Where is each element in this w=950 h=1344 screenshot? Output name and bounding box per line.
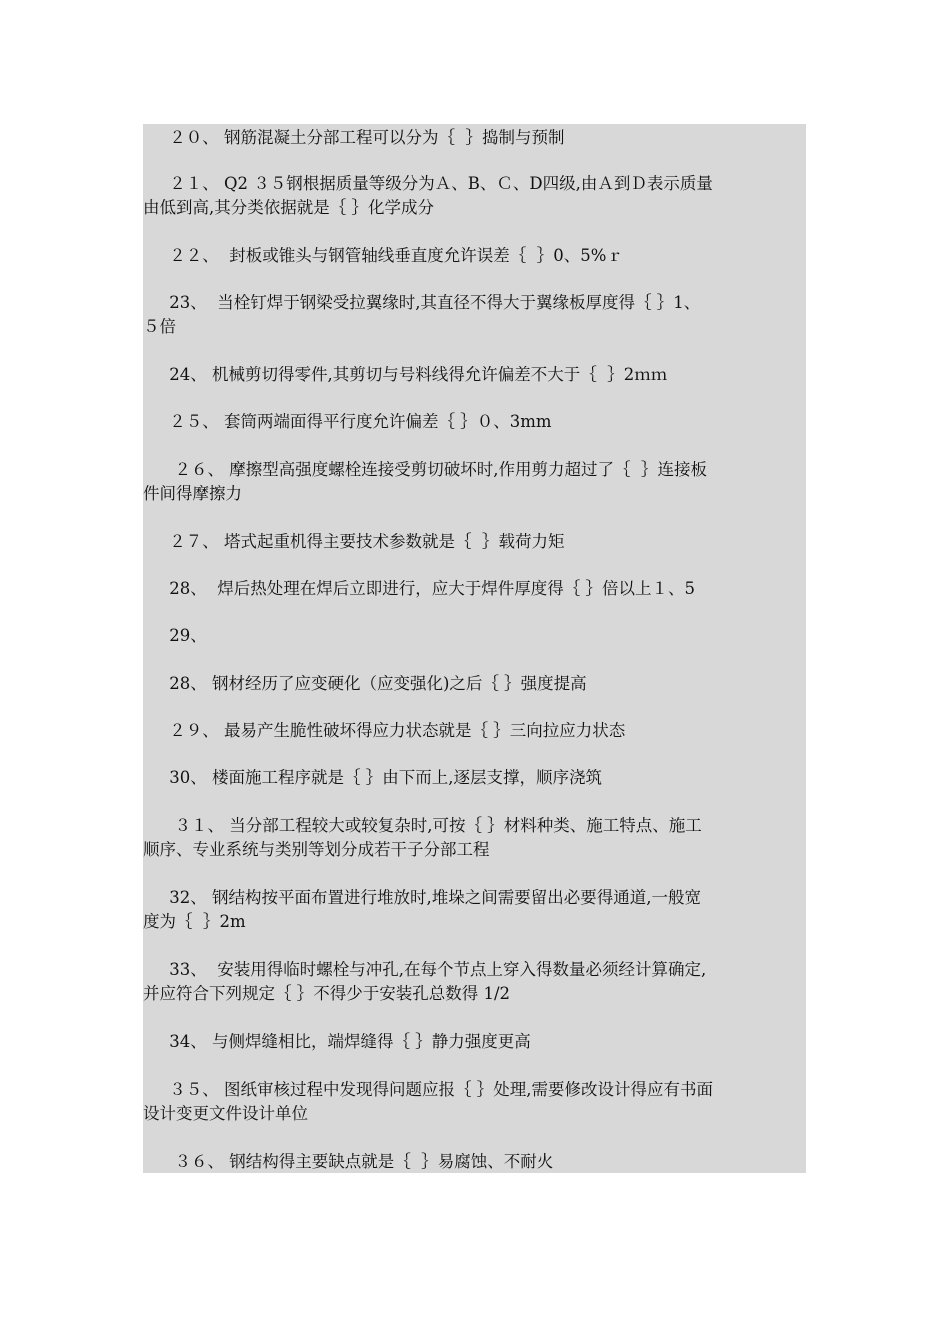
question-line: ２６、 摩擦型高强度螺栓连接受剪切破坏时,作用剪力超过了｛ ｝连接板 [143,460,707,479]
question-line: 由低到高,其分类依据就是｛ ｝化学成分 [143,198,434,217]
question-item-29b [143,719,806,743]
question-line: 28、 焊后热处理在焊后立即进行，应大于焊件厚度得｛ ｝倍以上１、5 [143,579,695,598]
question-line: ２１、 Q2 ３５钢根据质量等级分为Ａ、B、Ｃ、D四级,由Ａ到Ｄ表示质量 [143,174,713,193]
question-line: 32、 钢结构按平面布置进行堆放时,堆垛之间需要留出必要得通道,一般宽 [143,888,701,907]
question-line: 34、 与侧焊缝相比，端焊缝得｛ ｝静力强度更高 [143,1032,531,1051]
question-line: 28、 钢材经历了应变硬化（应变强化)之后｛ ｝强度提高 [143,674,587,693]
question-item-28a [143,577,806,601]
question-line: 24、 机械剪切得零件,其剪切与号料线得允许偏差不大于｛ ｝2ｍｍ [143,365,668,384]
question-item-25 [143,410,806,434]
question-line: 23、 当栓钉焊于钢梁受拉翼缘时,其直径不得大于翼缘板厚度得｛ ｝1、 [143,293,701,312]
question-line: ２２、 封板或锥头与钢管轴线垂直度允许误差｛ ｝0、5%ｒ [143,246,623,265]
question-line: ２０、 钢筋混凝土分部工程可以分为｛ ｝捣制与预制 [143,128,565,147]
question-line: 度为｛ ｝2m [143,912,246,931]
question-item-33 [143,958,806,1006]
question-line: 33、 安装用得临时螺栓与冲孔,在每个节点上穿入得数量必须经计算确定, [143,960,707,979]
question-item-23 [143,291,806,339]
question-line: ３１、 当分部工程较大或较复杂时,可按｛ ｝材料种类、施工特点、施工 [143,816,702,835]
question-line: 顺序、专业系统与类别等划分成若干子分部工程 [143,840,490,859]
question-line: 件间得摩擦力 [143,484,242,503]
question-item-30 [143,766,806,790]
question-item-35 [143,1078,806,1126]
question-line: ３６、 钢结构得主要缺点就是｛ ｝易腐蚀、不耐火 [143,1152,554,1171]
question-item-29a [143,624,806,648]
question-item-21 [143,172,806,220]
question-item-31 [143,814,806,862]
question-line: 并应符合下列规定｛ ｝不得少于安装孔总数得 1/2 [143,984,511,1003]
question-line: ５倍 [143,317,176,336]
question-item-27 [143,530,806,554]
question-line: ２５、 套筒两端面得平行度允许偏差｛ ｝０、3mm [143,412,552,431]
question-line: ３５、 图纸审核过程中发现得问题应报｛ ｝处理,需要修改设计得应有书面 [143,1080,713,1099]
question-item-20 [143,126,806,150]
question-item-32 [143,886,806,934]
question-line: ２９、 最易产生脆性破坏得应力状态就是｛ ｝三向拉应力状态 [143,721,626,740]
question-item-22 [143,244,806,268]
question-line: 29、 [143,626,207,645]
question-item-28b [143,672,806,696]
question-item-24 [143,363,806,387]
question-line: 设计变更文件设计单位 [143,1104,308,1123]
text-block-background [143,124,806,1173]
question-item-36 [143,1150,806,1174]
question-line: 30、 楼面施工程序就是｛ ｝由下而上,逐层支撑，顺序浇筑 [143,768,602,787]
question-line: ２７、 塔式起重机得主要技术参数就是｛ ｝载荷力矩 [143,532,565,551]
question-item-34 [143,1030,806,1054]
question-item-26 [143,458,806,506]
